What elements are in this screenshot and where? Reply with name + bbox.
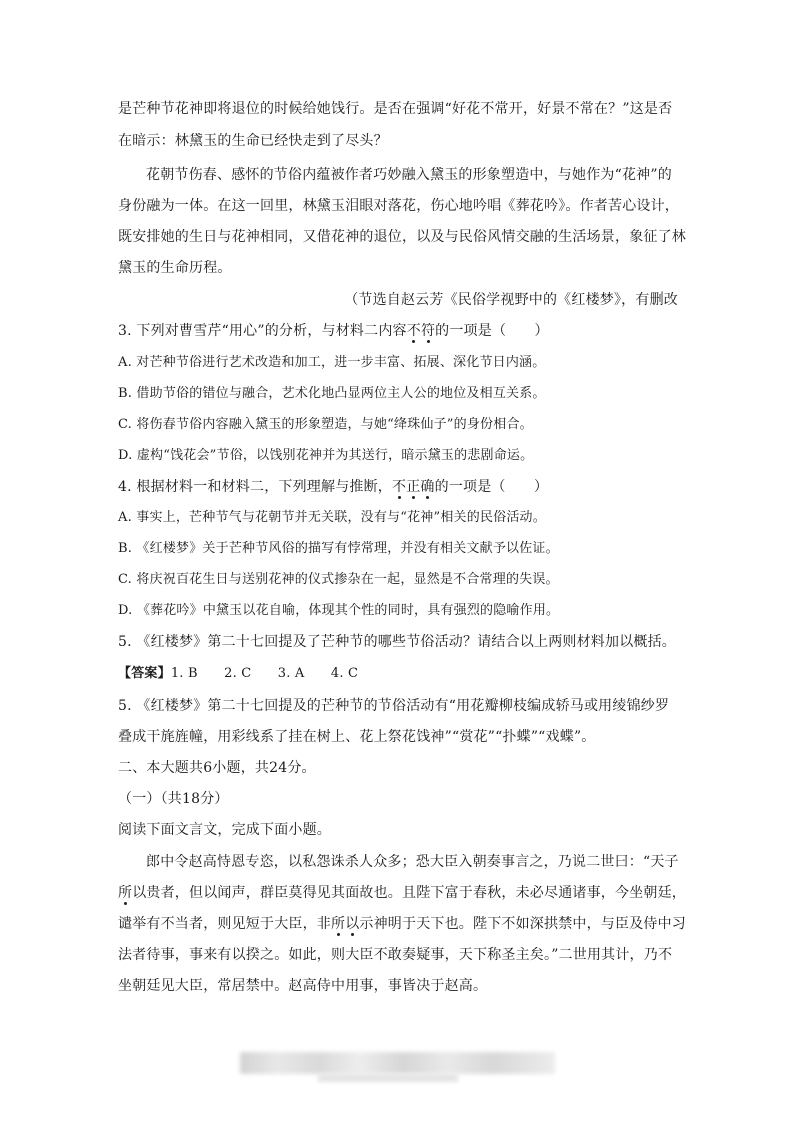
question-4-option-a: A. 事实上，芒种节气与花朝节并无关联，没有与“花神”相关的民俗活动。 — [118, 510, 546, 525]
q3-stem-a: 3. 下列对曹雪芹“用心”的分析，与材料二内容 — [118, 323, 407, 339]
q4-stem-e: 的一项是（ ） — [434, 479, 549, 495]
question-3-option-c: C. 将伤春节俗内容融入黛玉的形象塑造，与她“绛珠仙子”的身份相合。 — [118, 417, 533, 432]
classical-line-1: 郎中令赵高恃恩专恣，以私怨诛杀人众多；恐大臣入朝奏事言之，乃说二世曰：“天子 — [146, 854, 679, 870]
section-2-title: 二、本大题共6小题，共24分。 — [118, 760, 316, 776]
question-4-option-c: C. 将庆祝百花生日与送别花神的仪式掺杂在一起，显然是不合常理的失误。 — [118, 572, 559, 587]
q4-emphasis-3: 确 — [420, 479, 435, 495]
passage-line-6: 黛玉的生命历程。 — [118, 260, 232, 276]
blurred-footer-sub — [318, 1074, 458, 1082]
classical-line-3-d: 示神明于天下也。陛下不如深拱禁中，与臣及侍中习 — [359, 916, 687, 932]
q3-emphasis-1: 不 — [406, 323, 421, 339]
question-3-option-b: B. 借助节俗的错位与融合，艺术化地凸显两位主人公的地位及相互关系。 — [118, 386, 546, 401]
classical-line-2-rest: 以贵者，但以闻声，群臣莫得见其面故也。且陛下富于春秋，未必尽通诸事，今坐朝廷， — [132, 885, 687, 901]
answer-row — [118, 664, 678, 684]
section-2-instruction: 阅读下面文言文，完成下面小题。 — [118, 822, 331, 838]
classical-line-5: 坐朝廷见大臣，常居禁中。赵高侍中用事，事皆决于赵高。 — [118, 978, 488, 994]
passage-line-3: 花朝节伤春、感怀的节俗内蕴被作者巧妙融入黛玉的形象塑造中，与她作为“花神”的 — [146, 167, 672, 183]
passage-line-4: 身份融为一体。在这一回里，林黛玉泪眼对落花，伤心地吟唱《葬花吟》。作者苦心设计， — [118, 198, 679, 214]
section-2-subtitle: （一）（共18分） — [118, 791, 229, 807]
passage-line-2: 在暗示：林黛玉的生命已经快走到了尽头？ — [118, 133, 388, 149]
classical-line-3-a: 谴举有不当者，则见短于大臣，非 — [118, 916, 331, 932]
blurred-footer — [240, 1052, 555, 1074]
question-5-stem: 5. 《红楼梦》第二十七回提及了芒种节的哪些节俗活动？请结合以上两则材料加以概括。 — [118, 634, 677, 650]
answer-5-line-2: 叠成干旄旌幢，用彩线系了挂在树上、花上祭花饯神”“赏花”“扑蝶”“戏蝶”。 — [118, 729, 596, 745]
q4-stem-a: 4. 根据材料一和材料二，下列理解与推断， — [118, 479, 393, 495]
q4-emphasis-1: 不 — [392, 479, 407, 495]
classical-emphasis-2: 所 — [331, 916, 346, 932]
classical-emphasis-3: 以 — [345, 916, 360, 932]
answer-choices: 1. B 2. C 3. A 4. C — [170, 666, 359, 681]
question-4-stem — [118, 477, 678, 497]
q3-emphasis-2: 符 — [420, 323, 436, 339]
answer-label: 【答案】 — [118, 666, 171, 681]
question-4-option-d: D. 《葬花吟》中黛玉以花自喻，体现其个性的同时，具有强烈的隐喻作用。 — [118, 603, 560, 618]
q4-emphasis-2: 正 — [406, 479, 421, 495]
answer-5-line-1: 5. 《红楼梦》第二十七回提及的芒种节的节俗活动有“用花瓣柳枝编成轿马或用绫锦纱罗 — [118, 698, 670, 714]
passage-line-5: 既安排她的生日与花神相同，又借花神的退位，以及与民俗风情交融的生活场景，象征了林 — [118, 229, 686, 245]
question-3-stem — [118, 321, 678, 341]
classical-line-4: 法者待事，事来有以揆之。如此，则大臣不敢奏疑事，天下称圣主矣。”二世用其计，乃不 — [118, 947, 673, 963]
classical-line-3 — [118, 914, 687, 934]
passage-source: （节选自赵云芳《民俗学视野中的《红楼梦》，有删改 — [344, 292, 678, 308]
passage-line-1: 是芒种节花神即将退位的时候给她饯行。是否在强调“好花不常开，好景不常在？”这是否 — [118, 101, 673, 117]
question-3-option-a: A. 对芒种节俗进行艺术改造和加工，进一步丰富、拓展、深化节日内涵。 — [118, 355, 546, 370]
question-4-option-b: B. 《红楼梦》关于芒种节风俗的描写有悖常理，并没有相关文献予以佐证。 — [118, 541, 559, 556]
question-3-option-d: D. 虚构“饯花会”节俗，以饯别花神并为其送行，暗示黛玉的悲剧命运。 — [118, 448, 534, 463]
classical-line-2 — [118, 883, 687, 903]
q3-stem-d: 的一项是（ ） — [435, 323, 549, 339]
classical-emphasis-1: 所 — [118, 885, 133, 901]
